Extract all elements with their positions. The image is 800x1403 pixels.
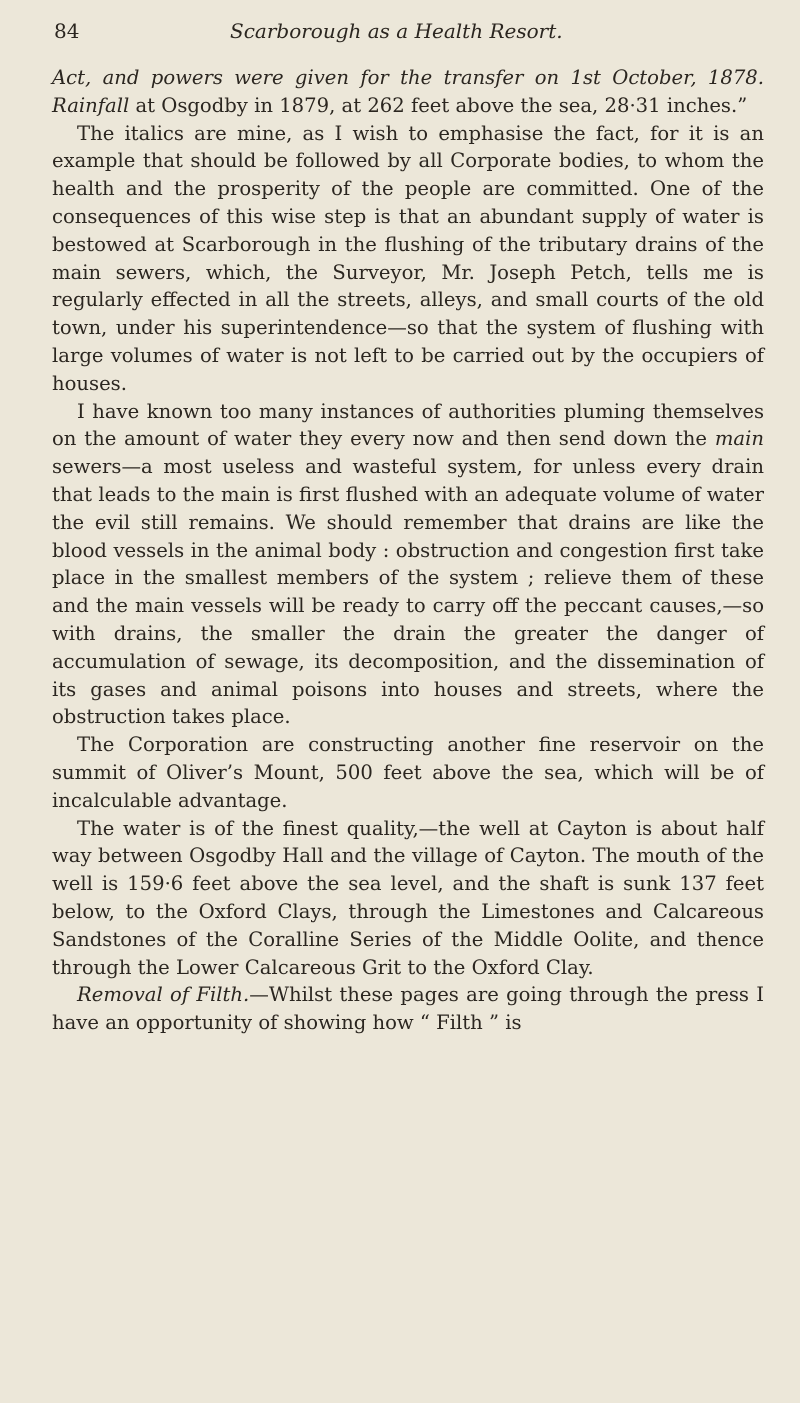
paragraph-removal-of-filth: [52, 981, 764, 1037]
paragraph-text: The italics are mine, as I wish to emphasise the fact, for it is an example that should be followed by all Corporate bodies, to whom the health and the prosperity of the people are committed. One of the consequences of this wise step is that an abundant supply of water is bestowed at Scarborough in the flushing of the tributary drains of the main sewers, which, the Surveyor, Mr. Joseph Petch, tells me is regularly effected in all the streets, alleys, and small courts of the old town, under his superintendence—so that the system of flushing with large volumes of water is not left to be carried out by the occupiers of houses.: [52, 121, 764, 395]
paragraph-flushing: [52, 398, 764, 732]
paragraph-text: at Osgodby in 1879, at 262 feet above the sea, 28·31 inches.”: [129, 93, 748, 117]
paragraph-text: The water is of the finest quality,—the well at Cayton is about half way between Osgodby Hall and the village of Cayton. The mouth of the well is 159·6 feet above the sea level, and the shaft is sunk 137 feet below, to the Oxford Clays, through the Limestones and Calcareous Sandstones of the Coralline Series of the Middle Oolite, and thence through the Lower Calcareous Grit to the Oxford Clay.: [52, 816, 764, 979]
body-text: [52, 64, 764, 1037]
paragraph-water-quality: [52, 815, 764, 982]
paragraph-continuation: [52, 64, 764, 120]
running-title: Scarborough as a Health Resort.: [230, 19, 563, 43]
italic-lead: Act, and powers were given for the transfer on 1st October, 1878. Rainfall: [52, 66, 764, 117]
paragraph-italics-remark: [52, 120, 764, 398]
italic-heading: Removal of Filth.: [77, 983, 250, 1007]
running-head: [52, 14, 764, 48]
paragraph-reservoir: [52, 731, 764, 814]
paragraph-text-after: sewers—a most useless and wasteful system, for unless every drain that leads to the main is first flushed with an adequate volume of water the evil still remains. We should remember that drains are like the blood vessels in the animal body : obstruction and congestion first take place in the smallest members of the system ; relieve them of these and the main vessels will be ready to carry off the peccant causes,—so with drains, the smaller the drain the greater the danger of accumulation of sewage, its decomposition, and the dissemination of its gases and animal poisons into houses and streets, where the obstruction takes place.: [52, 455, 764, 729]
paragraph-text: —Whilst these pages are going through the press I have an opportunity of showing how “ Filth ” is: [52, 983, 764, 1035]
paragraph-text: The Corporation are constructing another fine reservoir on the summit of Oliver’s Mount, 500 feet above the sea, which will be of incalculable advantage.: [52, 733, 764, 812]
paragraph-text-before: I have known too many instances of authorities pluming themselves on the amount of water they every now and then send down the: [52, 399, 764, 451]
page-number: 84: [54, 19, 80, 43]
italic-word: main: [714, 427, 764, 451]
